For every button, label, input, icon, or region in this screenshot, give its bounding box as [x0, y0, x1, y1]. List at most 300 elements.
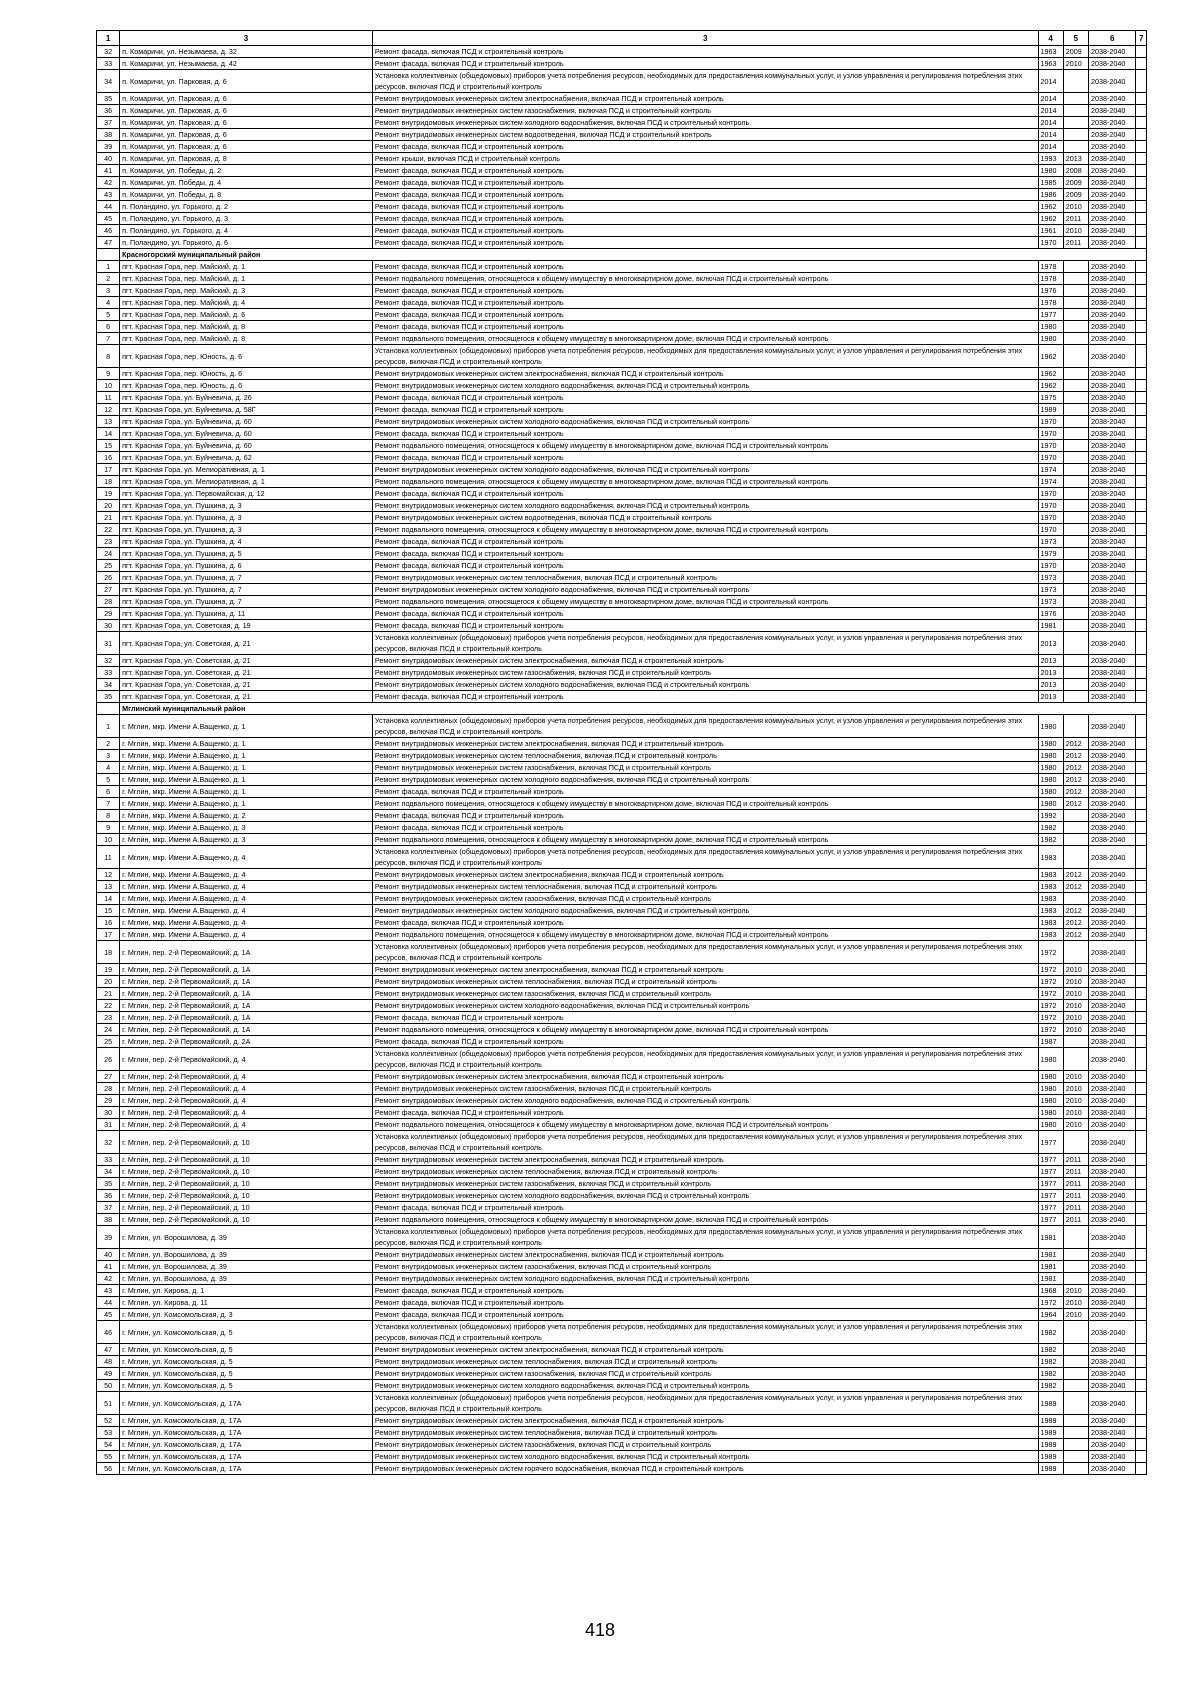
work-type-cell: Ремонт внутридомовых инженерных систем холодного водоснабжения, включая ПСД и строительный контроль	[372, 500, 1038, 512]
row-number-cell: 43	[97, 189, 120, 201]
extra-cell	[1136, 596, 1147, 608]
planned-period-cell: 2038-2040	[1089, 201, 1136, 213]
planned-period-cell: 2038-2040	[1089, 548, 1136, 560]
work-type-cell: Ремонт фасада, включая ПСД и строительный контроль	[372, 46, 1038, 58]
year-built-cell: 1977	[1038, 1202, 1063, 1214]
section-header-row	[97, 249, 1147, 261]
table-row	[97, 917, 1147, 929]
work-type-cell: Ремонт фасада, включая ПСД и строительный контроль	[372, 297, 1038, 309]
last-repair-year-cell	[1063, 428, 1088, 440]
row-number-cell: 43	[97, 1285, 120, 1297]
work-type-cell: Ремонт подвального помещения, относящегося к общему имуществу в многоквартирном доме, включая ПСД и строительный контроль	[372, 440, 1038, 452]
work-type-cell: Ремонт внутридомовых инженерных систем электроснабжения, включая ПСД и строительный контроль	[372, 655, 1038, 667]
planned-period-cell: 2038-2040	[1089, 1285, 1136, 1297]
table-row	[97, 476, 1147, 488]
row-number-cell: 48	[97, 1356, 120, 1368]
address-cell: пгт. Красная Гора, ул. Пушкина, д. 3	[120, 512, 373, 524]
planned-period-cell: 2038-2040	[1089, 560, 1136, 572]
address-cell: г. Мглин, мкр. Имени А.Ващенко, д. 1	[120, 738, 373, 750]
year-built-cell: 1982	[1038, 1356, 1063, 1368]
year-built-cell: 1982	[1038, 1344, 1063, 1356]
planned-period-cell: 2038-2040	[1089, 1380, 1136, 1392]
year-built-cell: 1989	[1038, 1463, 1063, 1475]
year-built-cell: 1982	[1038, 1321, 1063, 1344]
extra-cell	[1136, 1368, 1147, 1380]
planned-period-cell: 2038-2040	[1089, 500, 1136, 512]
work-type-cell: Ремонт фасада, включая ПСД и строительный контроль	[372, 691, 1038, 703]
address-cell: г. Мглин, ул. Комсомольская, д. 17А	[120, 1392, 373, 1415]
address-cell: п. Комаричи, ул. Незымаева, д. 42	[120, 58, 373, 70]
year-built-cell: 1972	[1038, 964, 1063, 976]
work-type-cell: Ремонт внутридомовых инженерных систем теплоснабжения, включая ПСД и строительный контроль	[372, 1427, 1038, 1439]
last-repair-year-cell	[1063, 1439, 1088, 1451]
work-type-cell: Ремонт фасада, включая ПСД и строительный контроль	[372, 1036, 1038, 1048]
planned-period-cell: 2038-2040	[1089, 798, 1136, 810]
header-cell-6: 6	[1089, 31, 1136, 46]
year-built-cell: 1978	[1038, 273, 1063, 285]
extra-cell	[1136, 1261, 1147, 1273]
table-row	[97, 1083, 1147, 1095]
address-cell: пгт. Красная Гора, ул. Пушкина, д. 4	[120, 536, 373, 548]
address-cell: г. Мглин, пер. 2-й Первомайский, д. 4	[120, 1107, 373, 1119]
last-repair-year-cell: 2012	[1063, 905, 1088, 917]
work-type-cell: Ремонт внутридомовых инженерных систем водоотведения, включая ПСД и строительный контроль	[372, 129, 1038, 141]
work-type-cell: Ремонт подвального помещения, относящегося к общему имуществу в многоквартирном доме, включая ПСД и строительный контроль	[372, 596, 1038, 608]
planned-period-cell: 2038-2040	[1089, 153, 1136, 165]
last-repair-year-cell	[1063, 810, 1088, 822]
planned-period-cell: 2038-2040	[1089, 129, 1136, 141]
year-built-cell: 1983	[1038, 893, 1063, 905]
work-type-cell: Установка коллективных (общедомовых) приборов учета потребления ресурсов, необходимых для предоставления коммунальных услуг, и узлов управления и регулирования потребления этих ресурсов, включая ПСД и строительный контроль	[372, 345, 1038, 368]
address-cell: г. Мглин, пер. 2-й Первомайский, д. 1А	[120, 941, 373, 964]
address-cell: п. Комаричи, ул. Парковая, д. 6	[120, 117, 373, 129]
planned-period-cell: 2038-2040	[1089, 261, 1136, 273]
address-cell: г. Мглин, мкр. Имени А.Ващенко, д. 1	[120, 762, 373, 774]
address-cell: г. Мглин, мкр. Имени А.Ващенко, д. 2	[120, 810, 373, 822]
table-row	[97, 1071, 1147, 1083]
planned-period-cell: 2038-2040	[1089, 1415, 1136, 1427]
work-type-cell: Ремонт внутридомовых инженерных систем газоснабжения, включая ПСД и строительный контроль	[372, 893, 1038, 905]
address-cell: пгт. Красная Гора, ул. Первомайская, д. 12	[120, 488, 373, 500]
year-built-cell: 1962	[1038, 201, 1063, 213]
extra-cell	[1136, 1226, 1147, 1249]
last-repair-year-cell: 2012	[1063, 917, 1088, 929]
year-built-cell: 1980	[1038, 1048, 1063, 1071]
row-number-cell: 33	[97, 667, 120, 679]
extra-cell	[1136, 691, 1147, 703]
address-cell: пгт. Красная Гора, пер. Майский, д. 1	[120, 273, 373, 285]
planned-period-cell: 2038-2040	[1089, 1131, 1136, 1154]
table-row	[97, 333, 1147, 345]
last-repair-year-cell: 2010	[1063, 1285, 1088, 1297]
extra-cell	[1136, 321, 1147, 333]
last-repair-year-cell	[1063, 1415, 1088, 1427]
extra-cell	[1136, 1202, 1147, 1214]
work-type-cell: Ремонт внутридомовых инженерных систем электроснабжения, включая ПСД и строительный контроль	[372, 964, 1038, 976]
extra-cell	[1136, 1048, 1147, 1071]
year-built-cell: 1980	[1038, 1095, 1063, 1107]
last-repair-year-cell	[1063, 452, 1088, 464]
table-row	[97, 165, 1147, 177]
year-built-cell: 1978	[1038, 297, 1063, 309]
year-built-cell: 1962	[1038, 380, 1063, 392]
row-number-cell: 8	[97, 345, 120, 368]
last-repair-year-cell: 2010	[1063, 225, 1088, 237]
last-repair-year-cell	[1063, 488, 1088, 500]
work-type-cell: Установка коллективных (общедомовых) приборов учета потребления ресурсов, необходимых для предоставления коммунальных услуг, и узлов управления и регулирования потребления этих ресурсов, включая ПСД и строительный контроль	[372, 1048, 1038, 1071]
last-repair-year-cell	[1063, 321, 1088, 333]
extra-cell	[1136, 285, 1147, 297]
extra-cell	[1136, 380, 1147, 392]
extra-cell	[1136, 846, 1147, 869]
extra-cell	[1136, 428, 1147, 440]
planned-period-cell: 2038-2040	[1089, 715, 1136, 738]
last-repair-year-cell	[1063, 572, 1088, 584]
planned-period-cell: 2038-2040	[1089, 141, 1136, 153]
row-number-cell: 15	[97, 905, 120, 917]
last-repair-year-cell	[1063, 1356, 1088, 1368]
year-built-cell: 1989	[1038, 1451, 1063, 1463]
row-number-cell: 29	[97, 608, 120, 620]
table-row	[97, 976, 1147, 988]
planned-period-cell: 2038-2040	[1089, 1083, 1136, 1095]
planned-period-cell: 2038-2040	[1089, 1392, 1136, 1415]
extra-cell	[1136, 798, 1147, 810]
year-built-cell: 2013	[1038, 691, 1063, 703]
row-number-cell: 15	[97, 440, 120, 452]
row-number-cell: 33	[97, 1154, 120, 1166]
row-number-cell: 46	[97, 225, 120, 237]
row-number-cell: 2	[97, 738, 120, 750]
address-cell: пгт. Красная Гора, пер. Майский, д. 6	[120, 309, 373, 321]
last-repair-year-cell	[1063, 105, 1088, 117]
last-repair-year-cell	[1063, 93, 1088, 105]
last-repair-year-cell	[1063, 679, 1088, 691]
work-type-cell: Ремонт внутридомовых инженерных систем газоснабжения, включая ПСД и строительный контроль	[372, 1439, 1038, 1451]
last-repair-year-cell	[1063, 261, 1088, 273]
last-repair-year-cell	[1063, 524, 1088, 536]
address-cell: г. Мглин, ул. Ворошилова, д. 39	[120, 1226, 373, 1249]
table-row	[97, 201, 1147, 213]
table-row	[97, 929, 1147, 941]
extra-cell	[1136, 1392, 1147, 1415]
planned-period-cell: 2038-2040	[1089, 452, 1136, 464]
last-repair-year-cell: 2010	[1063, 1107, 1088, 1119]
planned-period-cell: 2038-2040	[1089, 512, 1136, 524]
table-row	[97, 774, 1147, 786]
extra-cell	[1136, 893, 1147, 905]
table-row	[97, 345, 1147, 368]
work-type-cell: Ремонт внутридомовых инженерных систем электроснабжения, включая ПСД и строительный контроль	[372, 93, 1038, 105]
address-cell: пгт. Красная Гора, ул. Советская, д. 21	[120, 655, 373, 667]
extra-cell	[1136, 1190, 1147, 1202]
table-row	[97, 750, 1147, 762]
planned-period-cell: 2038-2040	[1089, 404, 1136, 416]
row-number-cell: 8	[97, 810, 120, 822]
year-built-cell: 1987	[1038, 1036, 1063, 1048]
row-number-cell: 25	[97, 560, 120, 572]
work-type-cell: Ремонт фасада, включая ПСД и строительный контроль	[372, 452, 1038, 464]
year-built-cell: 1964	[1038, 1309, 1063, 1321]
last-repair-year-cell: 2009	[1063, 189, 1088, 201]
work-type-cell: Ремонт фасада, включая ПСД и строительный контроль	[372, 560, 1038, 572]
year-built-cell: 1980	[1038, 1107, 1063, 1119]
planned-period-cell: 2038-2040	[1089, 893, 1136, 905]
extra-cell	[1136, 881, 1147, 893]
extra-cell	[1136, 309, 1147, 321]
planned-period-cell: 2038-2040	[1089, 572, 1136, 584]
last-repair-year-cell	[1063, 846, 1088, 869]
planned-period-cell: 2038-2040	[1089, 273, 1136, 285]
section-header-row	[97, 703, 1147, 715]
row-number-cell: 32	[97, 655, 120, 667]
address-cell: г. Мглин, мкр. Имени А.Ващенко, д. 4	[120, 881, 373, 893]
last-repair-year-cell	[1063, 309, 1088, 321]
table-row	[97, 512, 1147, 524]
year-built-cell: 1972	[1038, 1024, 1063, 1036]
extra-cell	[1136, 1427, 1147, 1439]
header-cell-2: 3	[120, 31, 373, 46]
table-row	[97, 572, 1147, 584]
last-repair-year-cell	[1063, 70, 1088, 93]
year-built-cell: 1980	[1038, 321, 1063, 333]
work-type-cell: Ремонт фасада, включая ПСД и строительный контроль	[372, 608, 1038, 620]
last-repair-year-cell: 2010	[1063, 1309, 1088, 1321]
last-repair-year-cell	[1063, 715, 1088, 738]
extra-cell	[1136, 1344, 1147, 1356]
year-built-cell: 1989	[1038, 1415, 1063, 1427]
table-row	[97, 1427, 1147, 1439]
table-row	[97, 153, 1147, 165]
row-number-cell: 26	[97, 572, 120, 584]
table-row	[97, 129, 1147, 141]
planned-period-cell: 2038-2040	[1089, 1166, 1136, 1178]
extra-cell	[1136, 440, 1147, 452]
year-built-cell: 2014	[1038, 105, 1063, 117]
row-number-cell: 7	[97, 333, 120, 345]
work-type-cell: Ремонт подвального помещения, относящегося к общему имуществу в многоквартирном доме, включая ПСД и строительный контроль	[372, 476, 1038, 488]
row-number-cell: 19	[97, 488, 120, 500]
extra-cell	[1136, 1178, 1147, 1190]
planned-period-cell: 2038-2040	[1089, 632, 1136, 655]
table-row	[97, 1392, 1147, 1415]
address-cell: г. Мглин, мкр. Имени А.Ващенко, д. 1	[120, 798, 373, 810]
address-cell: пгт. Красная Гора, ул. Буйневича, д. 60	[120, 428, 373, 440]
extra-cell	[1136, 822, 1147, 834]
last-repair-year-cell	[1063, 548, 1088, 560]
planned-period-cell: 2038-2040	[1089, 536, 1136, 548]
year-built-cell: 1973	[1038, 596, 1063, 608]
year-built-cell: 2014	[1038, 93, 1063, 105]
last-repair-year-cell: 2009	[1063, 177, 1088, 189]
year-built-cell: 1972	[1038, 1000, 1063, 1012]
row-number-cell: 13	[97, 416, 120, 428]
year-built-cell: 1983	[1038, 905, 1063, 917]
planned-period-cell: 2038-2040	[1089, 917, 1136, 929]
table-row	[97, 584, 1147, 596]
extra-cell	[1136, 476, 1147, 488]
extra-cell	[1136, 667, 1147, 679]
table-row	[97, 667, 1147, 679]
work-type-cell: Установка коллективных (общедомовых) приборов учета потребления ресурсов, необходимых для предоставления коммунальных услуг, и узлов управления и регулирования потребления этих ресурсов, включая ПСД и строительный контроль	[372, 846, 1038, 869]
extra-cell	[1136, 488, 1147, 500]
year-built-cell: 1970	[1038, 488, 1063, 500]
extra-cell	[1136, 297, 1147, 309]
table-row	[97, 237, 1147, 249]
planned-period-cell: 2038-2040	[1089, 655, 1136, 667]
planned-period-cell: 2038-2040	[1089, 237, 1136, 249]
row-number-cell: 18	[97, 476, 120, 488]
table-row	[97, 273, 1147, 285]
address-cell: г. Мглин, ул. Кирова, д. 1	[120, 1285, 373, 1297]
extra-cell	[1136, 345, 1147, 368]
work-type-cell: Ремонт внутридомовых инженерных систем холодного водоснабжения, включая ПСД и строительный контроль	[372, 1190, 1038, 1202]
year-built-cell: 1970	[1038, 237, 1063, 249]
address-cell: пгт. Красная Гора, пер. Майский, д. 1	[120, 261, 373, 273]
year-built-cell: 1980	[1038, 762, 1063, 774]
planned-period-cell: 2038-2040	[1089, 93, 1136, 105]
row-number-cell: 38	[97, 129, 120, 141]
address-cell: п. Поландино, ул. Горького, д. 6	[120, 237, 373, 249]
table-row	[97, 810, 1147, 822]
last-repair-year-cell	[1063, 691, 1088, 703]
extra-cell	[1136, 368, 1147, 380]
work-type-cell: Ремонт фасада, включая ПСД и строительный контроль	[372, 392, 1038, 404]
year-built-cell: 1980	[1038, 750, 1063, 762]
address-cell: пгт. Красная Гора, ул. Пушкина, д. 7	[120, 572, 373, 584]
planned-period-cell: 2038-2040	[1089, 881, 1136, 893]
work-type-cell: Ремонт подвального помещения, относящегося к общему имуществу в многоквартирном доме, включая ПСД и строительный контроль	[372, 1119, 1038, 1131]
address-cell: г. Мглин, мкр. Имени А.Ващенко, д. 4	[120, 869, 373, 881]
row-number-cell: 17	[97, 929, 120, 941]
planned-period-cell: 2038-2040	[1089, 1214, 1136, 1226]
table-row	[97, 691, 1147, 703]
year-built-cell: 1993	[1038, 153, 1063, 165]
year-built-cell: 1980	[1038, 1071, 1063, 1083]
work-type-cell: Ремонт фасада, включая ПСД и строительный контроль	[372, 201, 1038, 213]
planned-period-cell: 2038-2040	[1089, 70, 1136, 93]
row-number-cell: 39	[97, 141, 120, 153]
last-repair-year-cell	[1063, 345, 1088, 368]
planned-period-cell: 2038-2040	[1089, 297, 1136, 309]
table-row	[97, 905, 1147, 917]
last-repair-year-cell	[1063, 667, 1088, 679]
planned-period-cell: 2038-2040	[1089, 1119, 1136, 1131]
year-built-cell: 1970	[1038, 440, 1063, 452]
address-cell: г. Мглин, ул. Комсомольская, д. 5	[120, 1344, 373, 1356]
row-number-cell: 34	[97, 70, 120, 93]
row-number-cell: 9	[97, 822, 120, 834]
table-row	[97, 189, 1147, 201]
work-type-cell: Установка коллективных (общедомовых) приборов учета потребления ресурсов, необходимых для предоставления коммунальных услуг, и узлов управления и регулирования потребления этих ресурсов, включая ПСД и строительный контроль	[372, 1392, 1038, 1415]
table-row	[97, 596, 1147, 608]
last-repair-year-cell	[1063, 1380, 1088, 1392]
extra-cell	[1136, 404, 1147, 416]
table-row	[97, 1107, 1147, 1119]
address-cell: пгт. Красная Гора, ул. Пушкина, д. 3	[120, 524, 373, 536]
extra-cell	[1136, 1214, 1147, 1226]
address-cell: пгт. Красная Гора, пер. Юность, д. 6	[120, 345, 373, 368]
extra-cell	[1136, 905, 1147, 917]
extra-cell	[1136, 213, 1147, 225]
address-cell: п. Поландино, ул. Горького, д. 4	[120, 225, 373, 237]
address-cell: г. Мглин, ул. Комсомольская, д. 17А	[120, 1463, 373, 1475]
last-repair-year-cell	[1063, 560, 1088, 572]
year-built-cell: 1980	[1038, 333, 1063, 345]
extra-cell	[1136, 273, 1147, 285]
last-repair-year-cell: 2010	[1063, 1024, 1088, 1036]
header-cell-4: 4	[1038, 31, 1063, 46]
extra-cell	[1136, 261, 1147, 273]
row-number-cell: 1	[97, 715, 120, 738]
extra-cell	[1136, 165, 1147, 177]
row-number-cell: 12	[97, 869, 120, 881]
extra-cell	[1136, 976, 1147, 988]
work-type-cell: Ремонт фасада, включая ПСД и строительный контроль	[372, 548, 1038, 560]
year-built-cell: 1970	[1038, 512, 1063, 524]
address-cell: г. Мглин, мкр. Имени А.Ващенко, д. 4	[120, 846, 373, 869]
extra-cell	[1136, 1000, 1147, 1012]
extra-cell	[1136, 1131, 1147, 1154]
row-number-cell: 9	[97, 368, 120, 380]
table-row	[97, 500, 1147, 512]
address-cell: пгт. Красная Гора, ул. Пушкина, д. 7	[120, 596, 373, 608]
address-cell: г. Мглин, ул. Комсомольская, д. 17А	[120, 1427, 373, 1439]
last-repair-year-cell: 2010	[1063, 1119, 1088, 1131]
year-built-cell: 1982	[1038, 834, 1063, 846]
address-cell: г. Мглин, ул. Комсомольская, д. 5	[120, 1368, 373, 1380]
extra-cell	[1136, 333, 1147, 345]
row-number-cell: 17	[97, 464, 120, 476]
year-built-cell: 1970	[1038, 500, 1063, 512]
year-built-cell: 1983	[1038, 869, 1063, 881]
extra-cell	[1136, 1297, 1147, 1309]
work-type-cell: Установка коллективных (общедомовых) приборов учета потребления ресурсов, необходимых для предоставления коммунальных услуг, и узлов управления и регулирования потребления этих ресурсов, включая ПСД и строительный контроль	[372, 715, 1038, 738]
last-repair-year-cell	[1063, 1261, 1088, 1273]
row-number-cell: 18	[97, 941, 120, 964]
last-repair-year-cell: 2010	[1063, 988, 1088, 1000]
row-number-cell: 19	[97, 964, 120, 976]
address-cell: пгт. Красная Гора, ул. Буйневича, д. 58Г	[120, 404, 373, 416]
row-number-cell: 39	[97, 1226, 120, 1249]
planned-period-cell: 2038-2040	[1089, 1071, 1136, 1083]
table-row	[97, 404, 1147, 416]
address-cell: г. Мглин, пер. 2-й Первомайский, д. 4	[120, 1119, 373, 1131]
last-repair-year-cell	[1063, 440, 1088, 452]
work-type-cell: Ремонт фасада, включая ПСД и строительный контроль	[372, 404, 1038, 416]
planned-period-cell: 2038-2040	[1089, 941, 1136, 964]
planned-period-cell: 2038-2040	[1089, 1202, 1136, 1214]
address-cell: пгт. Красная Гора, пер. Майский, д. 8	[120, 333, 373, 345]
address-cell: г. Мглин, мкр. Имени А.Ващенко, д. 3	[120, 822, 373, 834]
district-name: Мглинский муниципальный район	[120, 703, 1147, 715]
address-cell: г. Мглин, мкр. Имени А.Ващенко, д. 1	[120, 715, 373, 738]
planned-period-cell: 2038-2040	[1089, 691, 1136, 703]
last-repair-year-cell: 2011	[1063, 213, 1088, 225]
planned-period-cell: 2038-2040	[1089, 1451, 1136, 1463]
extra-cell	[1136, 225, 1147, 237]
address-cell: г. Мглин, мкр. Имени А.Ващенко, д. 3	[120, 834, 373, 846]
work-type-cell: Установка коллективных (общедомовых) приборов учета потребления ресурсов, необходимых для предоставления коммунальных услуг, и узлов управления и регулирования потребления этих ресурсов, включая ПСД и строительный контроль	[372, 1131, 1038, 1154]
year-built-cell: 1970	[1038, 452, 1063, 464]
work-type-cell: Ремонт внутридомовых инженерных систем холодного водоснабжения, включая ПСД и строительный контроль	[372, 464, 1038, 476]
work-type-cell: Ремонт подвального помещения, относящегося к общему имуществу в многоквартирном доме, включая ПСД и строительный контроль	[372, 929, 1038, 941]
extra-cell	[1136, 1249, 1147, 1261]
address-cell: г. Мглин, ул. Комсомольская, д. 5	[120, 1380, 373, 1392]
year-built-cell: 1963	[1038, 46, 1063, 58]
extra-cell	[1136, 1285, 1147, 1297]
last-repair-year-cell	[1063, 333, 1088, 345]
